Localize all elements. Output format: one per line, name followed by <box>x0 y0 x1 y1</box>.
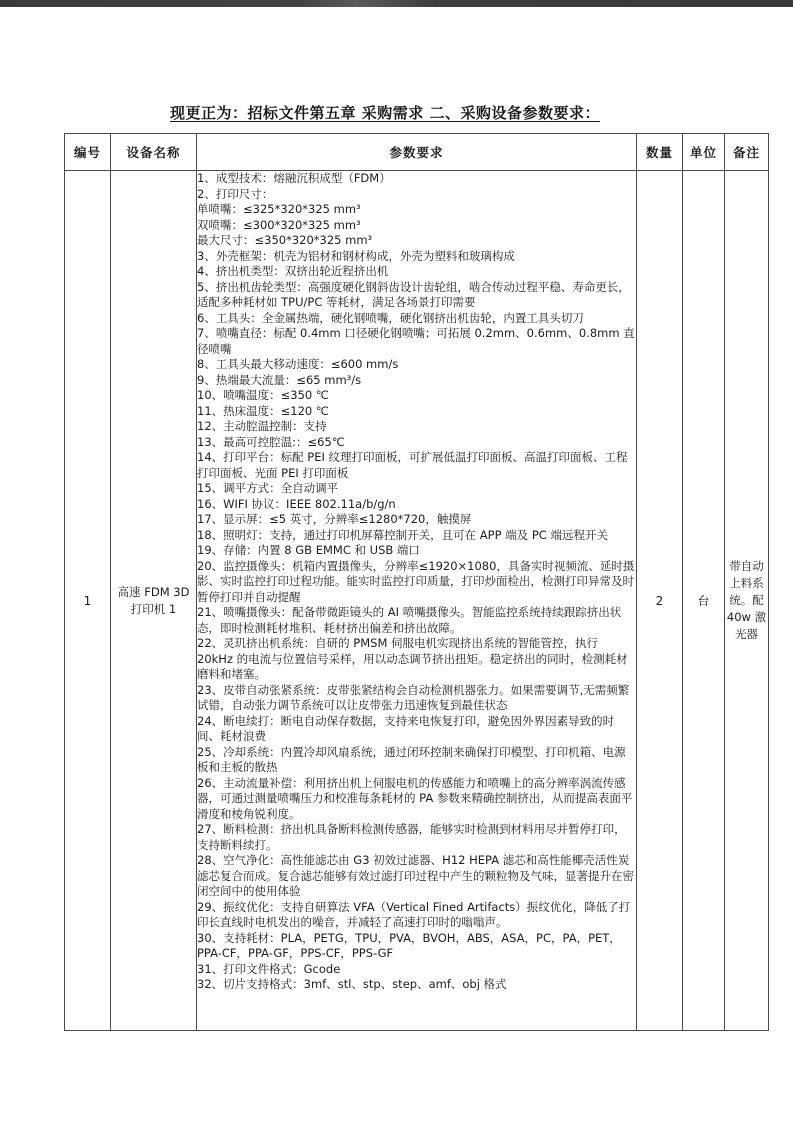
param-item: 13、最高可控腔温:：≤65℃ <box>197 434 345 449</box>
cell-device-name: 高速 FDM 3D 打印机 1 <box>111 171 197 1031</box>
param-item: 18、照明灯：支持，通过打印机屏幕控制开关，且可在 APP 端及 PC 端远程开关 <box>197 527 608 542</box>
param-item: 1、成型技术：熔融沉积成型（FDM） <box>197 171 391 185</box>
cell-row-number: 1 <box>65 171 111 1031</box>
param-item: 9、热端最大流量：≤65 mm³/s <box>197 372 362 387</box>
param-item: 6、工具头：全金属热端，硬化钢喷嘴，硬化钢挤出机齿轮，内置工具头切刀 <box>197 310 584 325</box>
column-header-quantity: 数量 <box>637 134 683 171</box>
cell-remark: 带自动上料系统。配40w 激光器 <box>725 171 769 1031</box>
param-item: 8、工具头最大移动速度：≤600 mm/s <box>197 357 399 371</box>
param-item: 11、热床温度：≤120 ℃ <box>197 403 329 418</box>
param-item: 25、冷却系统：内置冷却风扇系统，通过闭环控制来确保打印模型、打印机箱、电源板和主板的散热 <box>197 744 626 774</box>
param-item: 32、切片支持格式：3mf、stl、stp、step、amf、obj 格式 <box>197 977 507 991</box>
param-item: 19、存储：内置 8 GB EMMC 和 USB 端口 <box>197 543 420 557</box>
page-title: 现更正为：招标文件第五章 采购需求 二、采购设备参数要求： <box>170 104 600 122</box>
param-item: 单喷嘴：≤325*320*325 mm³ <box>197 202 361 216</box>
param-item: 31、打印文件格式：Gcode <box>197 961 341 976</box>
param-item: 22、灵玑挤出机系统：自研的 PMSM 伺服电机实现挤出系统的智能管控，执行 20kHz 的电流与位置信号采样，用以动态调节挤出扭矩。稳定挤出的同时，检测耗材磨料和堵塞。 <box>197 636 628 681</box>
param-item: 14、打印平台：标配 PEI 纹理打印面板，可扩展低温打印面板、高温打印面板、工程打印面板、光面 PEI 打印面板 <box>197 450 628 480</box>
param-item: 17、显示屏：≤5 英寸，分辨率≤1280*720，触摸屏 <box>197 512 472 526</box>
param-item: 28、空气净化：高性能滤芯由 G3 初效过滤器、H12 HEPA 滤芯和高性能椰壳活性炭滤芯复合而成。复合滤芯能够有效过滤打印过程中产生的颗粒物及气味，显著提升在密闭空间中的使用体验 <box>197 853 634 898</box>
param-item: 26、主动流量补偿：利用挤出机上伺服电机的传感能力和喷嘴上的高分辨率涡流传感器，可通过测量喷嘴压力和校准每条耗材的 PA 参数来精确控制挤出，从而提高表面平滑度和棱角锐利度。 <box>197 775 633 821</box>
param-item: 15、调平方式：全自动调平 <box>197 481 339 495</box>
column-header-parameters: 参数要求 <box>197 134 637 171</box>
param-item: 2、打印尺寸： <box>197 186 274 201</box>
param-item: 29、振纹优化：支持自研算法 VFA（Vertical Fined Artifacts）振纹优化，降低了打印长直线时电机发出的噪音，并减轻了高速打印时的嗡嗡声。 <box>197 899 631 929</box>
param-item: 21、喷嘴摄像头：配备带微距镜头的 AI 喷嘴摄像头。智能监控系统持续跟踪挤出状态，即时检测耗材堆积、耗材挤出偏差和挤出故障。 <box>197 605 622 635</box>
table-row <box>65 171 769 1031</box>
param-item: 16、WIFI 协议：IEEE 802.11a/b/g/n <box>197 496 396 511</box>
param-item: 4、挤出机类型：双挤出轮近程挤出机 <box>197 264 389 278</box>
param-item: 3、外壳框架：机壳为铝材和钢材构成，外壳为塑料和玻璃构成 <box>197 248 515 263</box>
param-item: 30、支持耗材：PLA，PETG，TPU，PVA，BVOH，ABS，ASA，PC，PA，PET，PPA-CF，PPA-GF，PPS-CF，PPS-GF <box>197 930 621 960</box>
scan-artifact-top <box>0 0 793 7</box>
param-item: 双喷嘴：≤300*320*325 mm³ <box>197 217 361 232</box>
cell-unit: 台 <box>683 171 725 1031</box>
param-item: 5、挤出机齿轮类型：高强度硬化钢斜齿设计齿轮组，啮合传动过程平稳、寿命更长，适配多种耗材如 TPU/PC 等耗材，满足各场景打印需要 <box>197 279 630 309</box>
param-item: 10、喷嘴温度：≤350 ℃ <box>197 388 329 402</box>
param-item: 最大尺寸：≤350*320*325 mm³ <box>197 233 373 247</box>
procurement-spec-table <box>64 133 769 1031</box>
param-item: 12、主动腔温控制：支持 <box>197 419 327 433</box>
cell-quantity: 2 <box>637 171 683 1031</box>
column-header-remark: 备注 <box>725 134 769 171</box>
column-header-device-name: 设备名称 <box>111 134 197 171</box>
param-item: 7、喷嘴直径：标配 0.4mm 口径硬化钢喷嘴；可拓展 0.2mm、0.6mm、0.8mm 直径喷嘴 <box>197 326 635 356</box>
column-header-number: 编号 <box>65 134 111 171</box>
param-item: 23、皮带自动张紧系统：皮带张紧结构会自动检测机器张力。如果需要调节,无需频繁试错，自动张力调节系统可以让皮带张力迅速恢复到最佳状态 <box>197 682 630 712</box>
cell-parameter-requirements <box>197 171 637 1031</box>
param-item: 27、断料检测：挤出机具备断料检测传感器，能够实时检测到材料用尽并暂停打印，支持断料续打。 <box>197 822 626 852</box>
param-item: 24、断电续打：断电自动保存数据，支持来电恢复打印，避免因外界因素导致的时间、耗材浪费 <box>197 713 615 743</box>
column-header-unit: 单位 <box>683 134 725 171</box>
table-header-row <box>65 134 769 171</box>
parameter-list <box>197 171 636 993</box>
param-item: 20、监控摄像头：机箱内置摄像头，分辨率≤1920×1080，具备实时视频流、延时摄影、实时监控打印过程功能。能实时监控打印质量，打印炒面检出，检测打印异常及时暂停打印并自动提醒 <box>197 558 635 604</box>
